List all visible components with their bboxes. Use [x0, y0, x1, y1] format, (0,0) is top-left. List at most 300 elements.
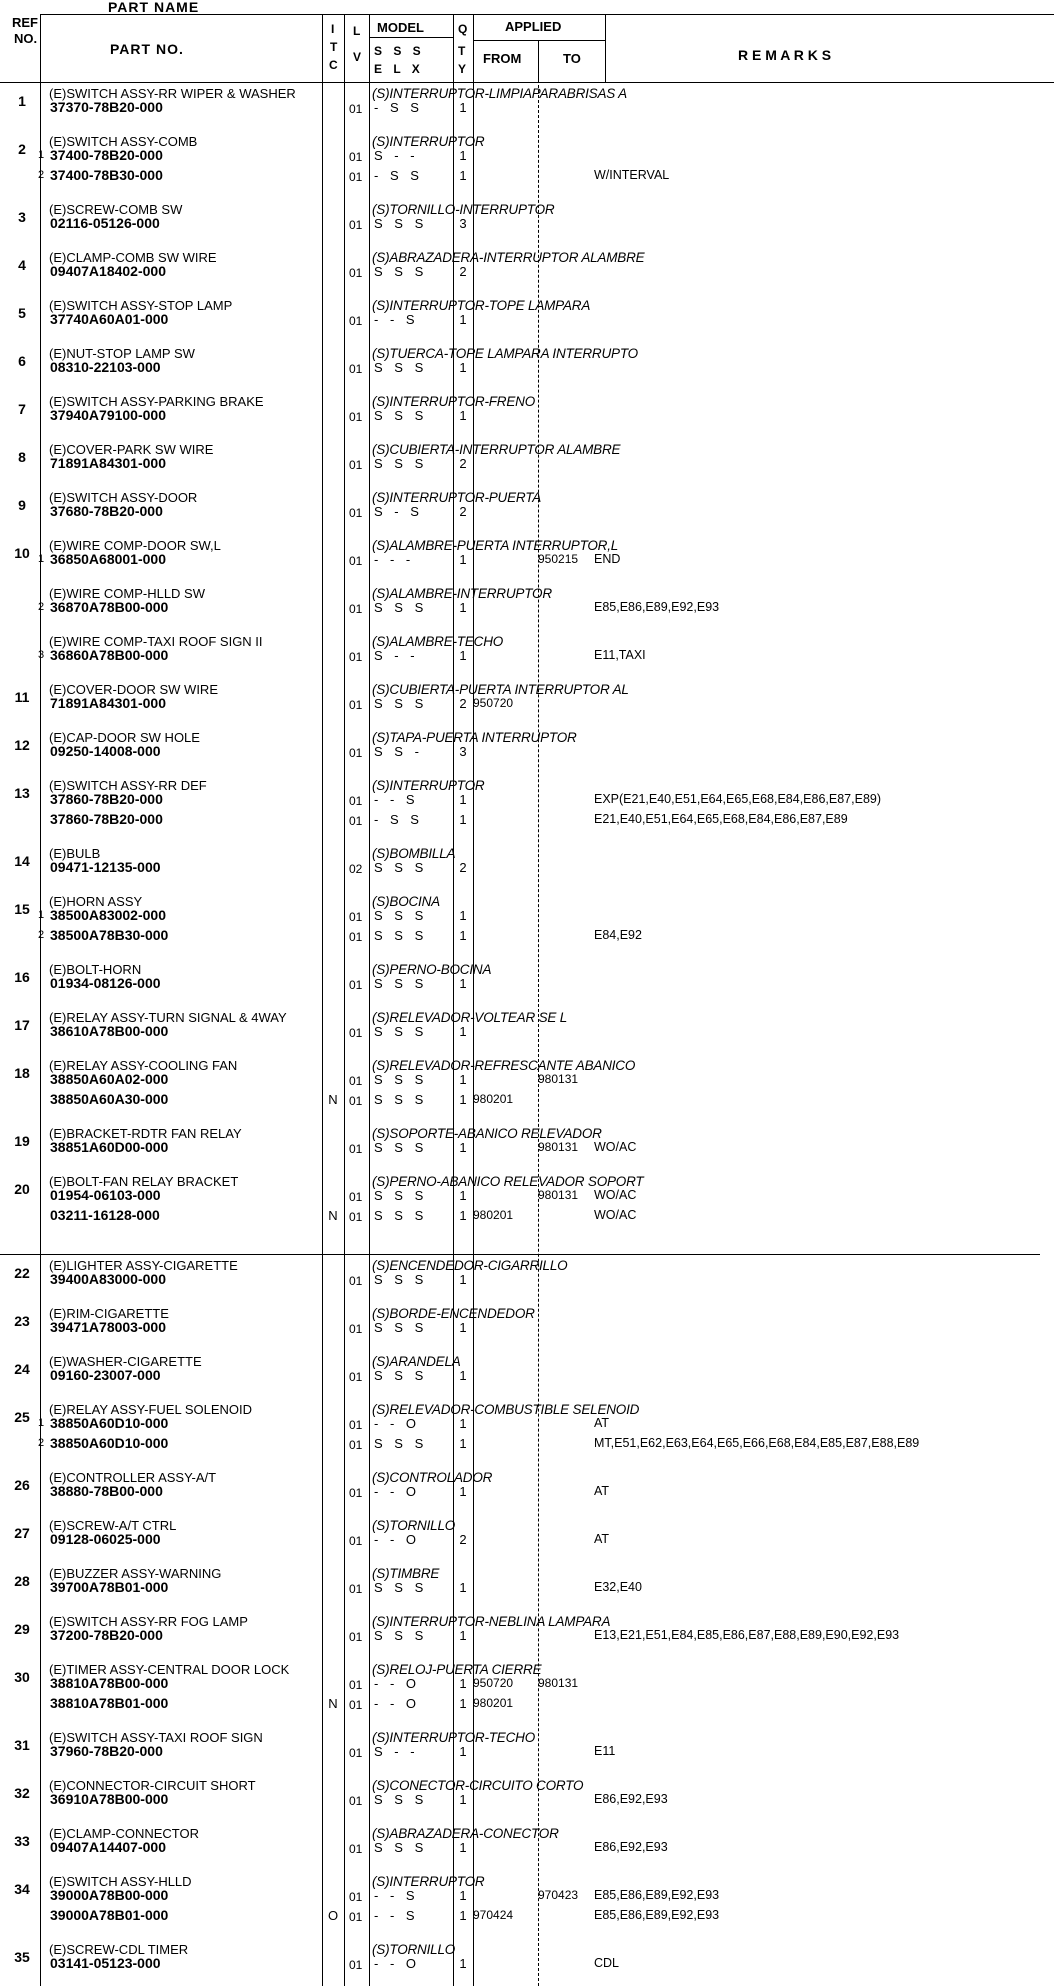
spanish-name: (S)ARANDELA: [372, 1354, 461, 1369]
level-code: 01: [349, 266, 363, 280]
part-name: (E)LIGHTER ASSY-CIGARETTE: [49, 1258, 238, 1273]
ref-number: 33: [14, 1833, 30, 1849]
ref-number: 26: [14, 1477, 30, 1493]
itc-code: O: [327, 1908, 339, 1923]
remarks: AT: [594, 1484, 610, 1498]
part-entry: [0, 730, 1054, 760]
model-applicability: S S S: [374, 456, 428, 471]
remarks: E21,E40,E51,E64,E65,E68,E84,E86,E87,E89: [594, 812, 848, 826]
quantity: 3: [459, 744, 467, 759]
spanish-name: (S)RELEVADOR-COMBUSTIBLE SELENOID: [372, 1402, 640, 1417]
ref-number: 16: [14, 969, 30, 985]
ref-number: 7: [18, 401, 26, 417]
spanish-name: (S)TAPA-PUERTA INTERRUPTOR: [372, 730, 577, 745]
part-name: (E)SWITCH ASSY-DOOR: [49, 490, 198, 505]
header-bottom-rule: [0, 82, 1054, 83]
level-code: 01: [349, 1026, 363, 1040]
part-number: 36910A78B00-000: [50, 1791, 169, 1807]
ref-number: 15: [14, 901, 30, 917]
part-number: 39471A78003-000: [50, 1319, 166, 1335]
level-code: 01: [349, 218, 363, 232]
quantity: 1: [459, 408, 467, 423]
part-entry: [0, 778, 1054, 828]
part-number: 71891A84301-000: [50, 455, 166, 471]
spanish-name: (S)ALAMBRE-TECHO: [372, 634, 504, 649]
part-entry: [0, 586, 1054, 616]
ref-number: 2: [18, 141, 26, 157]
part-number: 09471-12135-000: [50, 859, 161, 875]
ref-number: 35: [14, 1949, 30, 1965]
quantity: 2: [459, 696, 467, 711]
itc-header-c: C: [329, 58, 338, 72]
part-entry: [0, 1778, 1054, 1808]
part-entry: [0, 202, 1054, 232]
quantity: 1: [459, 100, 467, 115]
model-applicability: - - O: [374, 1484, 420, 1499]
level-code: 01: [349, 1582, 363, 1596]
spanish-name: (S)ALAMBRE-INTERRUPTOR: [372, 586, 552, 601]
model-applicability: S S S: [374, 1072, 428, 1087]
spanish-name: (S)BOCINA: [372, 894, 440, 909]
part-number: 36860A78B00-000: [50, 647, 169, 663]
part-entry: [0, 634, 1054, 664]
part-name: (E)SCREW-CDL TIMER: [49, 1942, 189, 1957]
part-name: (E)COVER-DOOR SW WIRE: [49, 682, 218, 697]
ref-number: 29: [14, 1621, 30, 1637]
part-name: (E)NUT-STOP LAMP SW: [49, 346, 195, 361]
ref-number: 25: [14, 1409, 30, 1425]
level-code: 01: [349, 1210, 363, 1224]
sub-number: 1: [37, 909, 45, 921]
col-rule-part: [322, 14, 323, 1986]
part-number: 38850A60D10-000: [50, 1415, 169, 1431]
model-applicability: - - O: [374, 1676, 420, 1691]
remarks: E85,E86,E89,E92,E93: [594, 1908, 720, 1922]
remarks: E11: [594, 1744, 616, 1758]
remarks: E84,E92: [594, 928, 642, 942]
quantity: 1: [459, 908, 467, 923]
level-code: 01: [349, 1486, 363, 1500]
part-entry: [0, 962, 1054, 992]
col-dash-from-to: [538, 80, 539, 1986]
quantity: 1: [459, 1436, 467, 1451]
part-name: (E)WASHER-CIGARETTE: [49, 1354, 202, 1369]
quantity: 1: [459, 312, 467, 327]
model-applicability: S - -: [374, 648, 419, 663]
spanish-name: (S)ENCENDEDOR-CIGARRILLO: [372, 1258, 568, 1273]
remarks: EXP(E21,E40,E51,E64,E65,E68,E84,E86,E87,E89): [594, 792, 882, 806]
spanish-name: (S)BORDE-ENCENDEDOR: [372, 1306, 535, 1321]
level-code: 01: [349, 1142, 363, 1156]
model-applicability: - S S: [374, 168, 423, 183]
spanish-name: (S)INTERRUPTOR: [372, 134, 485, 149]
model-applicability: S - -: [374, 148, 419, 163]
quantity: 1: [459, 1840, 467, 1855]
model-applicability: S S S: [374, 360, 428, 375]
part-number: 71891A84301-000: [50, 695, 166, 711]
spanish-name: (S)INTERRUPTOR: [372, 778, 485, 793]
model-applicability: - - S: [374, 1908, 419, 1923]
part-entry: [0, 1354, 1054, 1384]
level-code: 01: [349, 978, 363, 992]
model-applicability: S S S: [374, 216, 428, 231]
model-applicability: S S S: [374, 696, 428, 711]
qty-header-y: Y: [458, 62, 467, 76]
part-entry: [0, 346, 1054, 376]
quantity: 1: [459, 1208, 467, 1223]
part-number: 36870A78B00-000: [50, 599, 169, 615]
applied-header-rule: [473, 40, 605, 41]
spanish-name: (S)SOPORTE-ABANICO RELEVADOR: [372, 1126, 602, 1141]
part-entry: [0, 1402, 1054, 1452]
part-number: 38610A78B00-000: [50, 1023, 169, 1039]
part-name: (E)SCREW-COMB SW: [49, 202, 183, 217]
part-name: (E)SWITCH ASSY-TAXI ROOF SIGN: [49, 1730, 263, 1745]
level-code: 01: [349, 1890, 363, 1904]
part-number: 39000A78B01-000: [50, 1907, 169, 1923]
ref-number: 10: [14, 545, 30, 561]
model-applicability: - - O: [374, 1532, 420, 1547]
ref-number: 18: [14, 1065, 30, 1081]
model-applicability: S S S: [374, 1188, 428, 1203]
spanish-name: (S)RELEVADOR-REFRESCANTE ABANICO: [372, 1058, 636, 1073]
remarks: WO/AC: [594, 1140, 637, 1154]
col-rule-itc: [344, 14, 345, 1986]
row-sub-number: 2: [37, 1437, 45, 1449]
spanish-name: (S)PERNO-ABANICO RELEVADOR SOPORT: [372, 1174, 644, 1189]
part-name: (E)BUZZER ASSY-WARNING: [49, 1566, 222, 1581]
ref-number: 28: [14, 1573, 30, 1589]
col-rule-from-to: [538, 40, 539, 82]
level-code: 01: [349, 650, 363, 664]
part-entry: [0, 1662, 1054, 1712]
remarks: E85,E86,E89,E92,E93: [594, 1888, 720, 1902]
ref-number: 4: [18, 257, 26, 273]
ref-number: 31: [14, 1737, 30, 1753]
model-applicability: S S S: [374, 408, 428, 423]
part-entry: [0, 394, 1054, 424]
part-name: (E)SCREW-A/T CTRL: [49, 1518, 177, 1533]
model-applicability: - S S: [374, 812, 423, 827]
part-name: (E)COVER-PARK SW WIRE: [49, 442, 214, 457]
part-number: 09128-06025-000: [50, 1531, 161, 1547]
model-applicability: S S S: [374, 1368, 428, 1383]
level-code: 01: [349, 554, 363, 568]
applied-from: 970424: [473, 1908, 514, 1922]
part-no-header: PART NO.: [110, 41, 184, 57]
remarks: AT: [594, 1416, 610, 1430]
spanish-name: (S)TORNILLO: [372, 1518, 456, 1533]
level-code: 01: [349, 602, 363, 616]
lv-header-v: V: [353, 50, 362, 64]
applied-to: 970423: [538, 1888, 579, 1902]
part-name: (E)SWITCH ASSY-COMB: [49, 134, 198, 149]
part-name: (E)BULB: [49, 846, 101, 861]
qty-header-q: Q: [458, 22, 468, 36]
spanish-name: (S)CUBIERTA-INTERRUPTOR ALAMBRE: [372, 442, 621, 457]
sub-number: 3: [37, 649, 45, 661]
ref-number: 22: [14, 1265, 30, 1281]
level-code: 01: [349, 314, 363, 328]
part-name: (E)SWITCH ASSY-PARKING BRAKE: [49, 394, 264, 409]
spanish-name: (S)INTERRUPTOR-NEBLINA LAMPARA: [372, 1614, 611, 1629]
applied-to: 980131: [538, 1676, 579, 1690]
level-code: 01: [349, 1438, 363, 1452]
level-code: 01: [349, 698, 363, 712]
quantity: 1: [459, 792, 467, 807]
quantity: 2: [459, 264, 467, 279]
ref-number: 24: [14, 1361, 30, 1377]
applied-from: 980201: [473, 1208, 514, 1222]
sub-number: 1: [37, 149, 45, 161]
part-name: (E)CLAMP-CONNECTOR: [49, 1826, 199, 1841]
applied-to: 980131: [538, 1188, 579, 1202]
spanish-name: (S)ABRAZADERA-CONECTOR: [372, 1826, 559, 1841]
level-code: 01: [349, 170, 363, 184]
remarks: W/INTERVAL: [594, 168, 670, 182]
part-name: (E)SWITCH ASSY-STOP LAMP: [49, 298, 233, 313]
model-applicability: - S S: [374, 100, 423, 115]
model-applicability: - - O: [374, 1416, 420, 1431]
quantity: 1: [459, 1320, 467, 1335]
part-number: 39000A78B00-000: [50, 1887, 169, 1903]
level-code: 01: [349, 1698, 363, 1712]
part-name: (E)SWITCH ASSY-RR FOG LAMP: [49, 1614, 248, 1629]
level-code: 01: [349, 930, 363, 944]
level-code: 01: [349, 102, 363, 116]
quantity: 1: [459, 600, 467, 615]
quantity: 1: [459, 1888, 467, 1903]
part-name: (E)CONTROLLER ASSY-A/T: [49, 1470, 217, 1485]
spanish-name: (S)CONECTOR-CIRCUITO CORTO: [372, 1778, 584, 1793]
part-entry: [0, 1942, 1054, 1972]
part-name: (E)RELAY ASSY-TURN SIGNAL & 4WAY: [49, 1010, 287, 1025]
spanish-name: (S)TORNILLO-INTERRUPTOR: [372, 202, 555, 217]
part-entry: [0, 1058, 1054, 1108]
part-number: 09407A18402-000: [50, 263, 166, 279]
quantity: 1: [459, 1368, 467, 1383]
model-applicability: S S S: [374, 1840, 428, 1855]
level-code: 01: [349, 506, 363, 520]
part-entry: [0, 442, 1054, 472]
part-number: 37740A60A01-000: [50, 311, 169, 327]
part-entry: [0, 250, 1054, 280]
level-code: 01: [349, 1794, 363, 1808]
part-name: (E)BOLT-FAN RELAY BRACKET: [49, 1174, 239, 1189]
ref-no-header-line2: NO.: [14, 31, 38, 46]
model-applicability: S S S: [374, 1580, 428, 1595]
model-applicability: - - S: [374, 792, 419, 807]
spanish-name: (S)INTERRUPTOR-LIMPIAPARABRISAS A: [372, 86, 627, 101]
part-entry: [0, 846, 1054, 876]
part-entry: [0, 1126, 1054, 1156]
level-code: 01: [349, 458, 363, 472]
quantity: 1: [459, 1908, 467, 1923]
level-code: 01: [349, 1370, 363, 1384]
spanish-name: (S)TIMBRE: [372, 1566, 440, 1581]
quantity: 2: [459, 504, 467, 519]
part-number: 37940A79100-000: [50, 407, 166, 423]
quantity: 1: [459, 148, 467, 163]
part-entry: [0, 490, 1054, 520]
model-applicability: - - S: [374, 312, 419, 327]
applied-to: 980131: [538, 1072, 579, 1086]
applied-header: APPLIED: [505, 19, 562, 34]
level-code: 01: [349, 1746, 363, 1760]
quantity: 3: [459, 216, 467, 231]
applied-from: 980201: [473, 1092, 514, 1106]
model-applicability: S S S: [374, 908, 428, 923]
model-applicability: S - S: [374, 504, 423, 519]
part-entry: [0, 86, 1054, 116]
ref-number: 5: [18, 305, 26, 321]
col-rule-ref: [40, 14, 41, 1986]
model-applicability: S S -: [374, 744, 423, 759]
quantity: 2: [459, 1532, 467, 1547]
itc-code: N: [328, 1208, 338, 1223]
ref-number: 23: [14, 1313, 30, 1329]
quantity: 1: [459, 928, 467, 943]
quantity: 1: [459, 1092, 467, 1107]
level-code: 01: [349, 1630, 363, 1644]
ref-number: 9: [18, 497, 26, 513]
part-number: 38851A60D00-000: [50, 1139, 169, 1155]
part-number: 38810A78B00-000: [50, 1675, 169, 1691]
applied-to: 950215: [538, 552, 579, 566]
ref-number: 12: [14, 737, 30, 753]
model-applicability: - - O: [374, 1696, 420, 1711]
part-number: 37400-78B20-000: [50, 147, 163, 163]
model-applicability: S - -: [374, 1744, 419, 1759]
model-applicability: S S S: [374, 1092, 428, 1107]
ref-number: 8: [18, 449, 26, 465]
model-applicability: S S S: [374, 1140, 428, 1155]
ref-number: 11: [14, 689, 30, 705]
level-code: 01: [349, 410, 363, 424]
part-entry: [0, 1470, 1054, 1500]
part-number: 38500A78B30-000: [50, 927, 169, 943]
quantity: 1: [459, 1188, 467, 1203]
part-name: (E)BOLT-HORN: [49, 962, 142, 977]
model-applicability: - - -: [374, 552, 415, 567]
part-number: 08310-22103-000: [50, 359, 161, 375]
quantity: 2: [459, 456, 467, 471]
col-rule-applied: [605, 14, 606, 82]
ref-number: 1: [18, 93, 26, 109]
applied-to: 980131: [538, 1140, 579, 1154]
part-entry: [0, 1614, 1054, 1644]
quantity: 1: [459, 1744, 467, 1759]
part-number: 09407A14407-000: [50, 1839, 166, 1855]
part-number: 37680-78B20-000: [50, 503, 163, 519]
part-number: 38810A78B01-000: [50, 1695, 169, 1711]
quantity: 1: [459, 1484, 467, 1499]
level-code: 01: [349, 814, 363, 828]
part-number: 38850A60A30-000: [50, 1091, 169, 1107]
ref-number: 20: [14, 1181, 30, 1197]
model-applicability: S S S: [374, 860, 428, 875]
remarks: E13,E21,E51,E84,E85,E86,E87,E88,E89,E90,E92,E93: [594, 1628, 900, 1642]
ref-number: 6: [18, 353, 26, 369]
model-applicability: S S S: [374, 1436, 428, 1451]
part-entry: [0, 134, 1054, 184]
part-name: (E)TIMER ASSY-CENTRAL DOOR LOCK: [49, 1662, 290, 1677]
part-entry: [0, 1174, 1054, 1224]
level-code: 01: [349, 1910, 363, 1924]
applied-from: 950720: [473, 696, 514, 710]
part-number: 09250-14008-000: [50, 743, 161, 759]
spanish-name: (S)ALAMBRE-PUERTA INTERRUPTOR,L: [372, 538, 619, 553]
part-entry: [0, 1518, 1054, 1548]
level-code: 01: [349, 1074, 363, 1088]
level-code: 02: [349, 862, 363, 876]
spanish-name: (S)RELEVADOR-VOLTEAR SE L: [372, 1010, 568, 1025]
spanish-name: (S)RELOJ-PUERTA CIERRE: [372, 1662, 542, 1677]
part-name: (E)RELAY ASSY-COOLING FAN: [49, 1058, 238, 1073]
quantity: 1: [459, 168, 467, 183]
model-applicability: S S S: [374, 1792, 428, 1807]
spanish-name: (S)ABRAZADERA-INTERRUPTOR ALAMBRE: [372, 250, 645, 265]
part-number: 39400A83000-000: [50, 1271, 166, 1287]
remarks: E86,E92,E93: [594, 1792, 668, 1806]
itc-header-i: I: [331, 22, 335, 36]
part-entry: [0, 298, 1054, 328]
part-number: 36850A68001-000: [50, 551, 166, 567]
level-code: 01: [349, 794, 363, 808]
model-applicability: S S S: [374, 1272, 428, 1287]
sub-number: 2: [37, 601, 45, 613]
qty-header-t: T: [458, 44, 466, 58]
model-subheader-bottom: E L X: [374, 62, 424, 76]
model-applicability: S S S: [374, 1024, 428, 1039]
model-header-rule: [369, 37, 453, 38]
quantity: 1: [459, 1792, 467, 1807]
part-entry: [0, 1258, 1054, 1288]
quantity: 1: [459, 1416, 467, 1431]
itc-code: N: [328, 1092, 338, 1107]
spanish-name: (S)INTERRUPTOR-TOPE LAMPARA: [372, 298, 591, 313]
part-entry: [0, 682, 1054, 712]
part-number: 37400-78B30-000: [50, 167, 163, 183]
part-number: 37200-78B20-000: [50, 1627, 163, 1643]
part-number: 38850A60D10-000: [50, 1435, 169, 1451]
spanish-name: (S)TUERCA-TOPE LAMPARA INTERRUPTO: [372, 346, 638, 361]
level-code: 01: [349, 746, 363, 760]
part-number: 38500A83002-000: [50, 907, 166, 923]
spanish-name: (S)PERNO-BOCINA: [372, 962, 492, 977]
level-code: 01: [349, 1678, 363, 1692]
col-rule-lv: [369, 14, 370, 1986]
ref-number: 17: [14, 1017, 30, 1033]
part-name: (E)SWITCH ASSY-RR DEF: [49, 778, 207, 793]
applied-from: 950720: [473, 1676, 514, 1690]
remarks: END: [594, 552, 621, 566]
itc-code: N: [328, 1696, 338, 1711]
quantity: 1: [459, 360, 467, 375]
spanish-name: (S)CONTROLADOR: [372, 1470, 493, 1485]
ref-number: 14: [14, 853, 30, 869]
part-number: 39700A78B01-000: [50, 1579, 169, 1595]
spanish-name: (S)TORNILLO: [372, 1942, 456, 1957]
part-name: (E)RIM-CIGARETTE: [49, 1306, 169, 1321]
level-code: 01: [349, 1534, 363, 1548]
part-number: 01954-06103-000: [50, 1187, 161, 1203]
spanish-name: (S)BOMBILLA: [372, 846, 456, 861]
level-code: 01: [349, 1274, 363, 1288]
level-code: 01: [349, 1094, 363, 1108]
spanish-name: (S)INTERRUPTOR: [372, 1874, 485, 1889]
remarks: E32,E40: [594, 1580, 642, 1594]
